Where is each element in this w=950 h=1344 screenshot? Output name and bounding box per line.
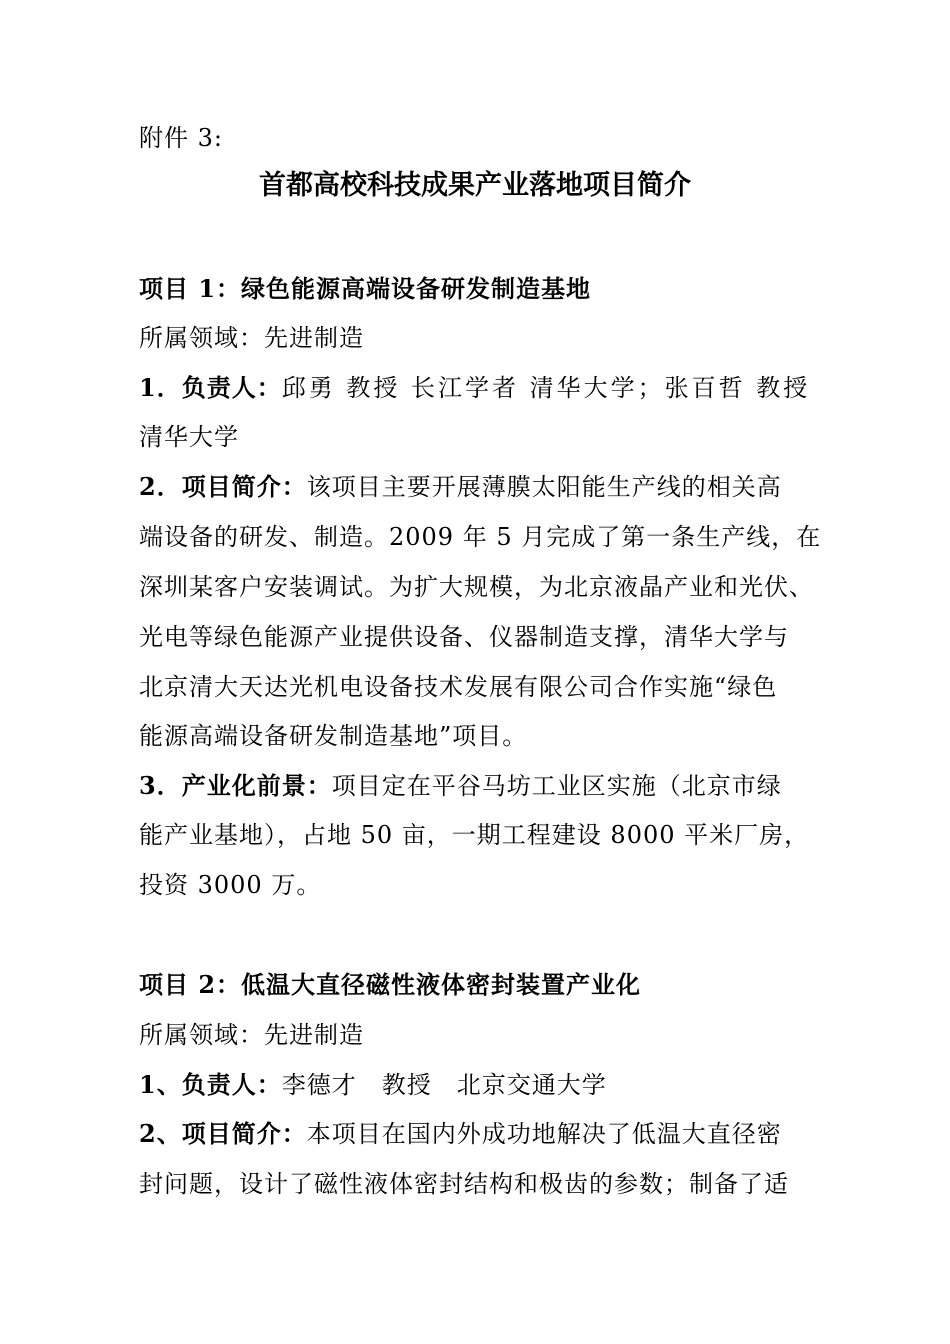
project-1-prospect-line: 投资 3000 万。 [139, 871, 322, 899]
project-2-leader-text: 李德才 教授 北京交通大学 [281, 1071, 607, 1099]
project-1-leader-label: 1．负责人： [139, 373, 282, 402]
document-title: 首都高校科技成果产业落地项目简介 [259, 170, 691, 201]
project-1-intro-line: 北京清大天达光机电设备技术发展有限公司合作实施“绿色 [139, 673, 778, 701]
project-1-prospect-label: 3．产业化前景： [139, 771, 332, 800]
project-1-prospect-line: 能产业基地），占地 50 亩，一期工程建设 8000 平米厂房， [139, 821, 810, 849]
project-1-heading: 项目 1：绿色能源高端设备研发制造基地 [139, 274, 592, 303]
project-1-leader-cont: 清华大学 [139, 423, 239, 451]
project-2-field: 所属领域：先进制造 [139, 1021, 364, 1049]
project-2-leader [139, 1068, 607, 1102]
project-1-intro-line: 能源高端设备研发制造基地”项目。 [139, 722, 528, 750]
project-2-intro-line: 封问题，设计了磁性液体密封结构和极齿的参数；制备了适 [139, 1170, 789, 1198]
project-1-prospect-line: 项目定在平谷马坊工业区实施（北京市绿 [331, 772, 782, 800]
project-2-intro [139, 1117, 782, 1151]
attachment-label: 附件 3: [139, 124, 223, 152]
project-2-heading: 项目 2：低温大直径磁性液体密封装置产业化 [139, 970, 642, 999]
project-1-intro-label: 2．项目简介： [139, 472, 307, 501]
project-2-leader-label: 1、负责人： [139, 1070, 282, 1099]
project-1-intro [139, 470, 782, 504]
project-1-intro-line: 该项目主要开展薄膜太阳能生产线的相关高 [306, 473, 782, 501]
project-2-intro-line: 本项目在国内外成功地解决了低温大直径密 [306, 1120, 782, 1148]
project-1-intro-line: 端设备的研发、制造。2009 年 5 月完成了第一条生产线，在 [139, 523, 822, 551]
project-1-leader [139, 371, 810, 405]
project-1-intro-line: 光电等绿色能源产业提供设备、仪器制造支撑，清华大学与 [139, 623, 789, 651]
project-1-intro-line: 深圳某客户安装调试。为扩大规模，为北京液晶产业和光伏、 [139, 573, 814, 601]
project-1-field: 所属领域：先进制造 [139, 324, 364, 352]
project-1-leader-text: 邱勇 教授 长江学者 清华大学；张百哲 教授 [281, 374, 811, 402]
project-1-prospect [139, 769, 782, 803]
project-2-intro-label: 2、项目简介： [139, 1119, 307, 1148]
